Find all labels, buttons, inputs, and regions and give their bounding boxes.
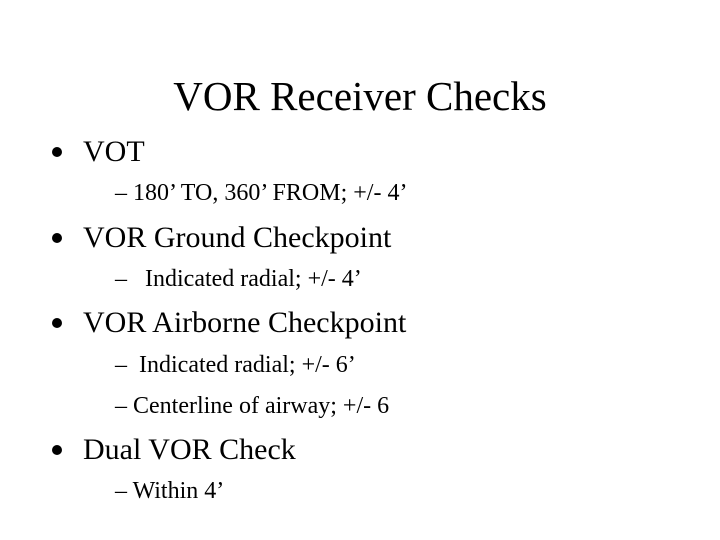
subitem-vot-tolerance [115,177,407,209]
dash-marker: – [115,352,127,378]
bullet-text: VOR Ground Checkpoint [83,221,392,254]
bullet-dot-icon [52,147,62,157]
dash-marker: – [115,478,127,504]
bullet-text: Dual VOR Check [83,433,296,466]
subitem-text: Within 4’ [127,478,225,504]
slide-title: VOR Receiver Checks [173,73,547,119]
bullet-text: VOT [83,135,145,168]
subitem-text: Indicated radial; +/- 6’ [127,352,356,378]
subitem-dual-within [115,475,224,507]
subitem-text: 180’ TO, 360’ FROM; +/- 4’ [127,180,408,206]
bullet-text: VOR Airborne Checkpoint [83,306,407,339]
bullet-dot-icon [52,445,62,455]
dash-marker: – [115,393,127,419]
subitem-airborne-radial [115,349,356,381]
bullet-dot-icon [52,318,62,328]
subitem-ground-tolerance [115,263,362,295]
dash-marker: – [115,180,127,206]
subitem-airborne-centerline [115,390,389,422]
subitem-text: Indicated radial; +/- 4’ [127,266,362,292]
bullet-dot-icon [52,233,62,243]
subitem-text: Centerline of airway; +/- 6 [127,393,390,419]
dash-marker: – [115,266,127,292]
